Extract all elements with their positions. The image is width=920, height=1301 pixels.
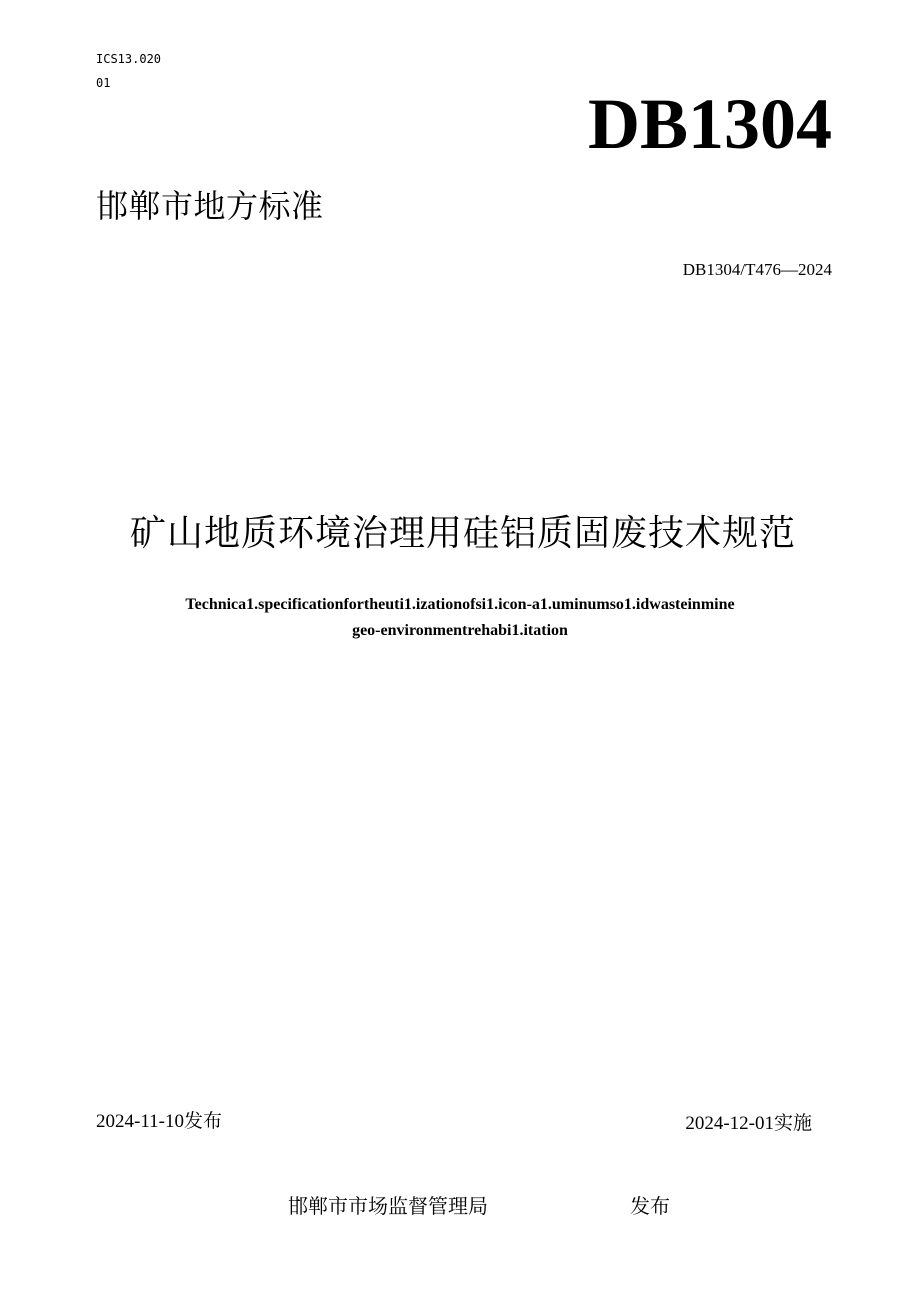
title-chinese: 矿山地质环境治理用硅铝质固废技术规范 (130, 513, 797, 554)
standard-number: DB1304/T476—2024 (682, 260, 832, 279)
ccs-code: 01 (96, 76, 111, 90)
title-english (120, 592, 800, 644)
standard-code-large: DB1304 (587, 84, 832, 164)
title-english-line2: geo-environmentrehabi1.itation (352, 622, 568, 639)
issue-date: 2024-11-10发布 (96, 1111, 222, 1132)
implementation-date: 2024-12-01实施 (685, 1113, 812, 1134)
ics-code: ICS13.020 (96, 52, 162, 66)
publish-label: 发布 (630, 1194, 670, 1218)
standard-type: 邯郸市地方标准 (96, 187, 324, 225)
publisher: 邯郸市市场监督管理局 (288, 1194, 488, 1218)
title-english-line1: Technica1.specificationfortheuti1.izationofsi1.icon-a1.uminumso1.idwasteinmine (185, 596, 735, 613)
